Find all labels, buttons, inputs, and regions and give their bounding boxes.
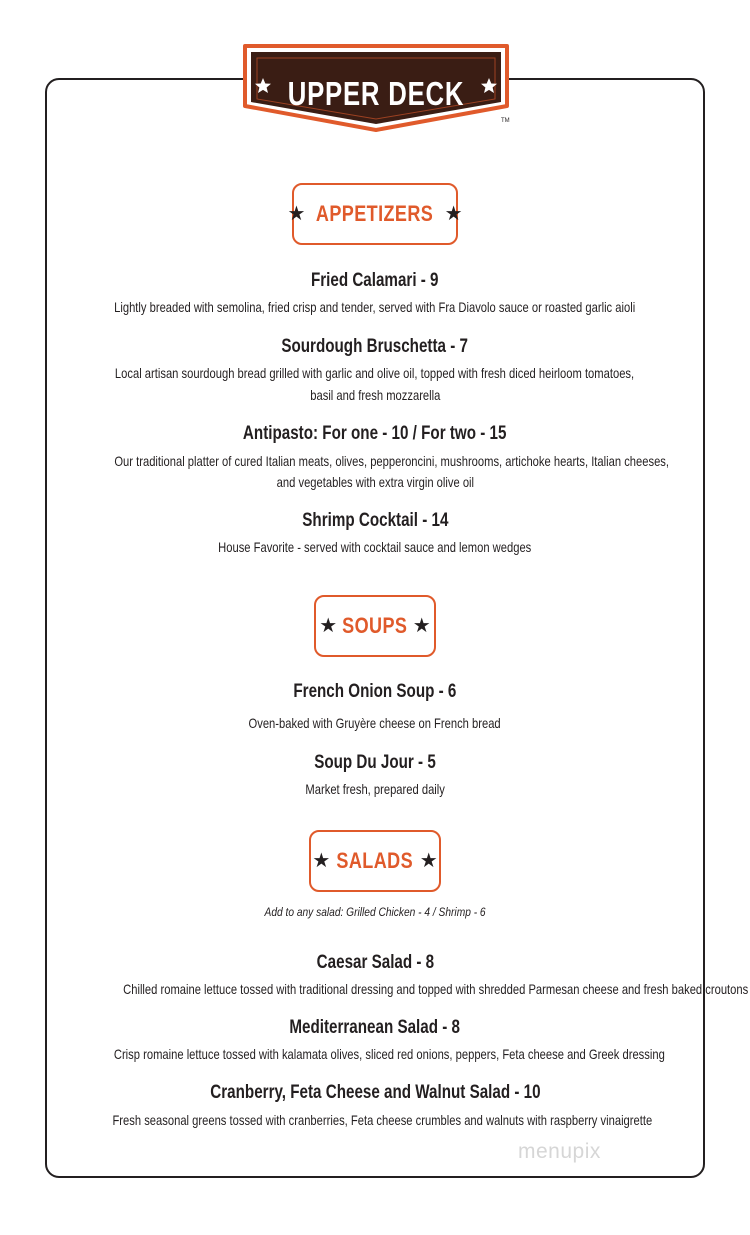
watermark: menupix [518,1140,601,1163]
menu-item-title: Caesar Salad - 8 [316,952,434,973]
star-icon: ★ [287,203,306,225]
menu-item-description: Chilled romaine lettuce tossed with traditional dressing and topped with shredded Parmesan cheese and fresh baked croutons [123,981,749,997]
menu-item-title: Fried Calamari - 9 [311,270,439,291]
menu-item-description: Our traditional platter of cured Italian meats, olives, pepperoncini, mushrooms, artichoke hearts, Italian cheeses, [114,453,670,469]
menu-item-description: and vegetables with extra virgin olive oil [276,474,474,490]
section-header-appetizers [287,183,463,245]
upper-deck-logo [239,40,513,134]
menu-item-title: Cranberry, Feta Cheese and Walnut Salad - 10 [209,1082,541,1103]
menu-item-description: basil and fresh mozzarella [309,387,441,403]
section-title: APPETIZERS [316,201,434,226]
menu-item-description: House Favorite - served with cocktail sauce and lemon wedges [218,539,532,555]
salad-addon-note: Add to any salad: Grilled Chicken - 4 / Shrimp - 6 [264,905,486,919]
star-icon: ★ [319,615,338,637]
menu-item-description: Oven-baked with Gruyère cheese on French bread [248,715,502,731]
menu-item-title: Antipasto: For one - 10 / For two - 15 [243,423,507,444]
menu-item-description: Market fresh, prepared daily [305,781,445,797]
section-title: SOUPS [342,613,408,638]
section-header-salads [309,830,441,892]
menu-item-title: Mediterranean Salad - 8 [289,1017,461,1038]
section-header-soups [314,595,436,657]
trademark-mark: TM [501,118,510,124]
menu-item-description: Local artisan sourdough bread grilled with garlic and olive oil, topped with fresh diced heirloom tomatoes, [115,365,635,381]
star-icon: ★ [444,203,463,225]
menu-item-title: French Onion Soup - 6 [293,681,457,702]
menu-item-description: Fresh seasonal greens tossed with cranberries, Feta cheese crumbles and walnuts with raspberry vinaigrette [112,1112,653,1128]
menu-item-description: Lightly breaded with semolina, fried crisp and tender, served with Fra Diavolo sauce or roasted garlic aioli [114,299,636,315]
menu-item-description: Crisp romaine lettuce tossed with kalamata olives, sliced red onions, peppers, Feta cheese and Greek dressing [113,1046,665,1062]
star-icon: ★ [312,850,331,872]
brand-name: UPPER DECK [287,75,465,112]
star-icon: ★ [412,615,431,637]
menu-item-title: Soup Du Jour - 5 [314,752,436,773]
menu-item-title: Sourdough Bruschetta - 7 [281,336,469,357]
section-title: SALADS [336,848,414,873]
menu-item-title: Shrimp Cocktail - 14 [301,510,449,531]
star-icon: ★ [419,850,438,872]
